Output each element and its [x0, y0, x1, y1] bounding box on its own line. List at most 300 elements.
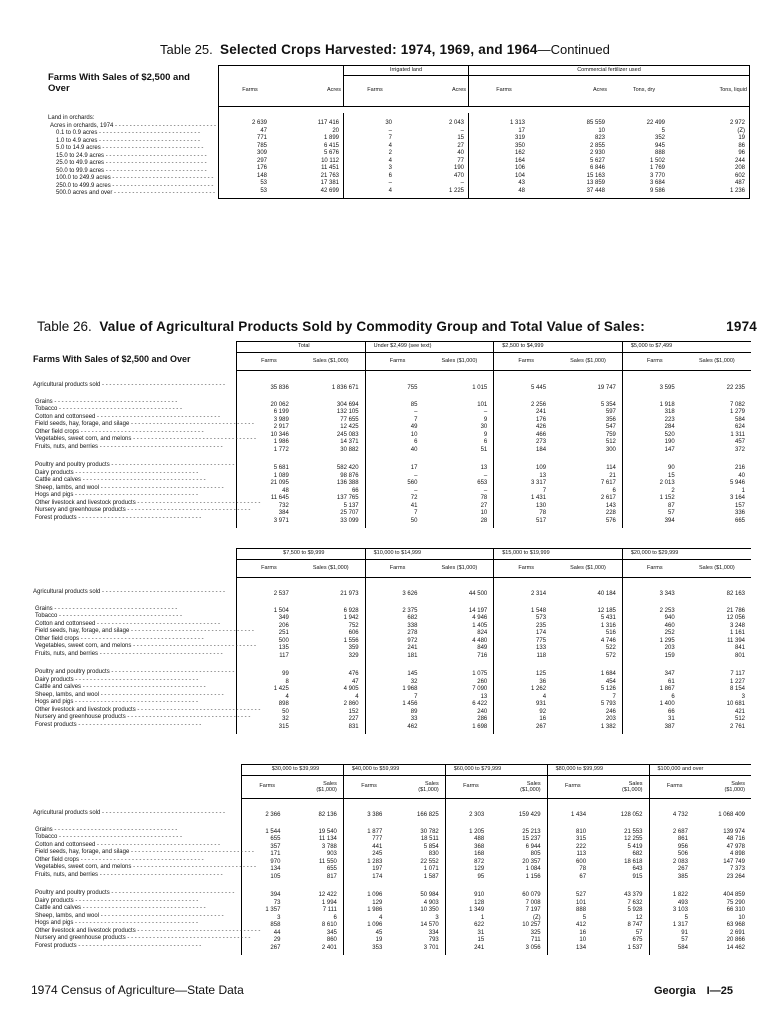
table26-cell: 329	[348, 652, 359, 659]
table26-cell: 457	[734, 439, 745, 445]
table26-cell: 572	[605, 652, 616, 659]
table26-row-label: Other field crops	[35, 635, 80, 642]
table25-stub-row	[48, 138, 220, 146]
table26-cell: 11 550	[318, 858, 337, 865]
table25-bottom-cell	[609, 195, 679, 199]
table26-row-label: Poultry and poultry products	[35, 669, 110, 675]
table26-cell: 267	[242, 945, 293, 953]
table26-cell: –	[483, 487, 488, 494]
table26-cell: 95	[445, 874, 496, 882]
table26-cell: 643	[632, 866, 643, 872]
table26-cell: 21	[609, 472, 616, 479]
table25-row	[219, 188, 750, 196]
table26-stub-row	[31, 913, 236, 921]
table26-row-label: Cattle and calves	[35, 905, 82, 911]
table26-cell: 17	[365, 465, 429, 473]
leader-dots: - - - - - - - - - - - - - - - - - - - - - - - - - - - - - - - - - -	[73, 897, 199, 904]
table26-cell: 10	[365, 432, 429, 440]
table26-cell: 1 317	[649, 922, 700, 930]
table26-cell: 60 079	[522, 892, 541, 898]
table26-stub	[31, 810, 261, 950]
table26-cell: 101	[477, 401, 488, 408]
table26-cell: 12	[635, 914, 643, 921]
table26-cell: 2 083	[649, 859, 700, 867]
table26-stub-row	[31, 872, 236, 880]
table26-stub-cell	[31, 714, 251, 722]
table25-cell: 3 770	[649, 172, 665, 179]
table26-spacer-cell	[687, 578, 751, 592]
table26-cell: 20 062	[237, 402, 301, 410]
table26-row-label: Cattle and calves	[35, 684, 82, 690]
table26-tier-grid	[236, 341, 751, 528]
table26-cell: 1 456	[365, 701, 429, 709]
table26-col-farms: Farms	[547, 776, 598, 799]
table25-row-label: 15.0 to 24.9 acres	[56, 152, 105, 159]
table26-cell: 1 071	[423, 866, 439, 872]
table26-col-farms: Farms	[494, 353, 558, 371]
table26-cell: 7 117	[730, 671, 745, 677]
table26-row-label: Grains	[35, 826, 53, 833]
table26-cell: 267	[649, 866, 700, 874]
table26-cell: 372	[734, 446, 745, 453]
table26-cell: 793	[428, 937, 439, 943]
table26-end-cell	[622, 731, 686, 734]
table26-cell: 1 431	[494, 495, 558, 503]
table26-col-farms: Farms	[242, 776, 293, 799]
table25-cell: 43	[518, 180, 525, 186]
leader-dots: - - - - - - - - - - - - - - - - - - - - - - - - - - - - - - - - - -	[95, 620, 221, 627]
leader-dots: - - - - - - - - - - - - - - - - - - - - - - - - - - - -	[113, 122, 216, 129]
table26-cell: 824	[477, 630, 488, 636]
table26-cell: 2 314	[494, 591, 558, 599]
table26-cell: 73	[242, 900, 293, 908]
table26-stub-cell	[31, 597, 236, 606]
table26-group-label: $80,000 to $99,999	[547, 765, 649, 776]
table26-row-label: Grains	[35, 605, 53, 612]
table26-cell: 10 681	[726, 701, 745, 707]
table25-row-label: 1.0 to 4.9 acres	[56, 137, 98, 144]
table26-spacer-cell	[558, 371, 622, 386]
table26-col-sales-b: ($1,000)	[316, 787, 337, 793]
table26-row-label: Other livestock and livestock products	[35, 927, 136, 934]
table26-stub-row	[31, 677, 236, 685]
table26-cell: 228	[605, 510, 616, 516]
table26-cell: 3 989	[237, 417, 301, 425]
table26-cell: 1 504	[237, 608, 301, 616]
table26-title	[37, 319, 757, 334]
table26-row	[237, 465, 752, 473]
table26-col-sales-a: Sales	[323, 780, 337, 787]
table26-cell: 30	[480, 424, 488, 430]
table26-cell: 66	[622, 709, 686, 717]
table26-row	[242, 859, 752, 867]
table26-stub-row	[31, 898, 236, 906]
table26-cell: 3 248	[729, 622, 745, 629]
table25-col-header: Farms	[469, 76, 540, 107]
table25-cell: 53	[260, 180, 267, 186]
leader-dots: - - - - - - - - - - - - - - - - - - - - - - - - - - - - - - - - - -	[95, 413, 221, 420]
table26-gap-cell	[365, 454, 429, 465]
table26-end-cell	[242, 952, 293, 955]
table26-cell: 368	[445, 844, 496, 852]
table26-stub-cell	[31, 879, 236, 890]
table26-end	[237, 731, 752, 734]
table26-row	[237, 409, 752, 417]
table26-cell: 184	[494, 447, 558, 455]
table26-cell: 18 618	[624, 858, 643, 865]
table26-stub-cell	[31, 827, 236, 835]
table26-cell: 6	[612, 487, 616, 494]
table26-stub-cell	[31, 643, 257, 651]
table26-gap-cell	[700, 820, 751, 829]
table25-bottom-cell	[469, 195, 540, 199]
table26-cell: 245 083	[336, 431, 359, 438]
table26-spacer-cell	[558, 578, 622, 592]
table26-cell: 5	[547, 915, 598, 923]
table25-col-header: Farms	[219, 76, 282, 107]
table26-cell: 817	[326, 873, 337, 880]
table26-cell: 805	[530, 851, 541, 857]
table26-cell: 752	[348, 622, 359, 629]
table25-bottom-cell	[406, 195, 469, 199]
table25-cell: 244	[734, 157, 745, 164]
table26-spacer-cell	[496, 799, 547, 813]
table26-row	[242, 945, 752, 953]
table26-spacer-cell	[365, 371, 429, 386]
table26-stub-row	[31, 810, 236, 818]
table26-cell: 31	[445, 930, 496, 938]
table26-gap-cell	[343, 881, 394, 892]
table26-row-label: Dairy products	[35, 469, 74, 476]
table26-cell: 22 235	[726, 385, 745, 391]
table26-cell: 831	[348, 723, 359, 730]
table25-cell: 42 699	[281, 188, 344, 196]
table25-cell: 15 163	[586, 172, 605, 179]
table26-stub-row	[31, 485, 236, 493]
table26-row	[242, 851, 752, 859]
table26-cell: 1 556	[343, 637, 359, 644]
table26-cell: 260	[477, 678, 488, 685]
table26-cell: 861	[649, 836, 700, 844]
table25-col-header: Tons, liquid	[679, 76, 750, 107]
table25-cell: 148	[256, 172, 267, 179]
table26-col-sales-text: Sales ($1,000)	[570, 358, 606, 365]
table26-cell: 7 008	[525, 899, 541, 906]
table26-cell: 19 540	[318, 828, 337, 835]
table26-cell: 394	[622, 518, 686, 526]
table26-gap-cell	[494, 660, 558, 671]
table26-cell: 61	[622, 679, 686, 687]
table26-cell: 57	[649, 937, 700, 945]
table26-cell: 711	[531, 937, 541, 943]
table26-end-cell	[547, 952, 598, 955]
leader-dots: - - - - - - - - - - - - - - - - - - - - - - - - - - - - - - - - - -	[73, 676, 199, 683]
table26-gap-cell	[429, 454, 493, 465]
table26-spacer-cell	[494, 578, 558, 592]
table26-cell: 1 096	[343, 892, 394, 900]
table25-stub-cell	[48, 160, 220, 168]
table25-cell	[539, 113, 609, 120]
table26-stub-row	[31, 390, 236, 399]
leader-dots: - - - - - - - - - - - - - - - - - - - - - - - - - - - - - - - - - -	[73, 492, 198, 498]
table26-cell: 5 928	[627, 907, 643, 913]
table26-cell: 286	[477, 716, 488, 722]
table26-group-label: $10,000 to $14,999	[365, 549, 494, 560]
table26-cell: 25 707	[340, 510, 359, 516]
table26-cell: 970	[242, 859, 293, 867]
table26-stub-row	[31, 589, 236, 597]
leader-dots: - - - - - - - - - - - - - - - - - - - - - - - - - - - - - - - - - -	[79, 635, 204, 642]
table26-cell: 3 317	[494, 480, 558, 488]
table25-cell: 4	[388, 142, 392, 149]
table26-stub-row	[31, 864, 236, 872]
table26-cell: 7 082	[729, 401, 745, 408]
table26-row	[237, 599, 752, 608]
table26-cell: 15	[445, 937, 496, 945]
table26-cell: 4 746	[600, 637, 616, 644]
table26-cell: 14 371	[340, 439, 359, 445]
table25-row-label: 25.0 to 49.9 acres	[56, 160, 105, 166]
table25-cell: 37 448	[586, 187, 605, 194]
table25-cell: 5 676	[281, 150, 344, 158]
leader-dots: - - - - - - - - - - - - - - - - - - - - - - - - - - - -	[100, 145, 204, 151]
table25-bottom-cell	[539, 195, 609, 199]
table26-spacer-cell	[598, 799, 649, 813]
table25-row	[219, 165, 750, 173]
table25-stub-row	[48, 190, 220, 198]
table26-stub-cell	[31, 477, 236, 485]
table25-cell: 5 627	[589, 157, 605, 164]
table26-col-sales	[429, 560, 493, 578]
table26-cell: 1	[445, 915, 496, 923]
table26-cell: 915	[632, 873, 643, 880]
table26-stub-row	[31, 818, 236, 827]
footer-page	[654, 985, 733, 997]
table25-cell: 2 639	[251, 120, 267, 126]
table25-cell: 1 313	[509, 120, 525, 126]
table26-cell: 777	[343, 836, 394, 844]
table26-row-label: Hogs and pigs	[35, 920, 74, 926]
footer-source: 1974 Census of Agriculture—State Data	[31, 983, 244, 997]
table26-col-farms: Farms	[622, 353, 686, 371]
table26-cell: 251	[237, 630, 301, 638]
table26-cell: 130	[494, 503, 558, 511]
table26-cell: 3 056	[525, 944, 541, 951]
table25-cell: 319	[514, 135, 525, 141]
table26-row	[237, 488, 752, 496]
table26-cell: 7 632	[627, 899, 643, 906]
table26-stub-row	[31, 707, 236, 715]
table26-cell: 385	[649, 874, 700, 882]
table26-row	[237, 385, 752, 393]
table26-cell: 21 973	[340, 591, 359, 597]
table26-cell: 910	[445, 892, 496, 900]
table26-cell: 2 375	[365, 608, 429, 616]
table26-col-sales	[687, 353, 751, 371]
table26-col-sales-text: Sales ($1,000)	[312, 358, 349, 365]
table26-cell: 454	[605, 678, 616, 685]
table25-cell: 85 559	[586, 120, 605, 126]
table25-bottom-cell	[219, 195, 282, 199]
table26-stub-cell	[31, 872, 236, 880]
table26-stub-cell	[31, 421, 254, 429]
table26-end-cell	[429, 731, 493, 734]
table26-cell: 903	[326, 851, 337, 857]
leader-dots: - - - - - - - - - - - - - - - - - - - - - - - - - - - - - - - - - -	[129, 628, 254, 634]
table25-row	[219, 158, 750, 166]
table26-cell: 4	[343, 915, 394, 923]
table26-gap-cell	[622, 393, 686, 402]
leader-dots: - - - - - - - - - - - - - - - - - - - - - - - - - - - -	[104, 160, 207, 166]
table26-end-cell	[394, 952, 445, 955]
table26-stub-cell	[31, 818, 236, 827]
table26-row-label: Vegetables, sweet corn, and melons	[35, 436, 132, 442]
table26-stub-row	[31, 500, 236, 508]
table26-row	[237, 510, 752, 518]
table26-cell: 174	[343, 874, 394, 882]
table26-gap-cell	[558, 660, 622, 671]
table26-gap-cell	[622, 454, 686, 465]
table26-cell: 128 052	[620, 812, 643, 818]
table25-cell: 17 381	[281, 180, 344, 188]
leader-dots: - - - - - - - - - - - - - - - - - - - - - - - - - - - - - - - - - -	[125, 507, 251, 513]
table26-end-cell	[237, 731, 301, 734]
table26-col-farms: Farms	[494, 560, 558, 578]
table26-group-label: $60,000 to $79,999	[445, 765, 547, 776]
table25-group-irrigated: Irrigated land	[344, 66, 469, 76]
table26-gap-cell	[237, 393, 301, 402]
table25-stub-cell	[48, 153, 220, 161]
table26-row-label: Tobacco	[35, 834, 58, 840]
table26-cell: 315	[547, 836, 598, 844]
table26-cell: 421	[734, 708, 745, 715]
table26-gap-cell	[429, 599, 493, 608]
table26-cell: 40 184	[597, 591, 616, 597]
table26-cell: 1 698	[472, 723, 488, 730]
table25-row	[219, 135, 750, 143]
table26-cell: 19 747	[597, 385, 616, 391]
table25-col-header: Tons, dry	[609, 76, 679, 107]
table26-stub-row	[31, 658, 236, 669]
table26-spacer-cell	[301, 578, 365, 592]
leader-dots: - - - - - - - - - - - - - - - - - - - - - - - - - - - - - - - - - -	[125, 935, 251, 941]
table25-cell: –	[388, 127, 392, 134]
table26-cell: 203	[605, 716, 616, 722]
table26-stub-cell	[31, 470, 236, 478]
table26-cell: 1 382	[600, 723, 616, 730]
table26-cell: 460	[622, 623, 686, 631]
table26-cell: 1 684	[600, 671, 616, 677]
leader-dots: - - - - - - - - - - - - - - - - - - - - - - - - - - - -	[104, 152, 207, 159]
table26-stub-cell	[31, 636, 236, 644]
table26-row	[237, 447, 752, 455]
table25-cell: 3	[388, 165, 392, 171]
table26-col-sales-b: ($1,000)	[622, 787, 643, 793]
table26	[31, 341, 751, 971]
table26-col-sales-text: Sales ($1,000)	[698, 358, 735, 365]
table26-cell: 78	[494, 510, 558, 518]
table25-stub-cell	[48, 183, 220, 191]
table26-cell: 113	[547, 851, 598, 859]
table26-cell: 7	[365, 694, 429, 702]
table26-row	[242, 874, 752, 882]
table26-cell: 101	[547, 900, 598, 908]
table25-cell: 771	[256, 135, 267, 141]
table26-cell: 547	[605, 424, 616, 430]
table26-col-sales	[301, 353, 365, 371]
table26-stub-cell	[31, 462, 236, 470]
table26-row-label: Nursery and greenhouse products	[35, 935, 126, 941]
leader-dots: - - - - - - - - - - - - - - - - - - - - - - - - - - - - - - - - - -	[98, 871, 223, 878]
table26-gap-cell	[558, 393, 622, 402]
table26-col-header	[242, 776, 752, 799]
table26-stub-row	[31, 429, 236, 437]
table25-cell: 176	[256, 165, 267, 171]
table25-cell: 1 769	[649, 165, 665, 171]
table26-row	[242, 866, 752, 874]
table26-stub-row	[31, 492, 236, 500]
table26-cell: 22 552	[420, 858, 439, 865]
table26-stub-row	[31, 382, 236, 390]
table26-row-label: Field seeds, hay, forage, and silage	[35, 628, 130, 634]
table26-cell: 32	[237, 716, 301, 724]
table26-stub-cell	[31, 451, 236, 462]
table26-cell: 359	[348, 645, 359, 651]
table26-cell: 7 373	[729, 866, 745, 872]
table26-col-sales-a: Sales	[628, 780, 643, 787]
leader-dots: - - - - - - - - - - - - - - - - - - - - - - - - - - - - - - - - - -	[100, 589, 225, 595]
table26-end-cell	[494, 525, 558, 528]
table26-row	[237, 653, 752, 661]
table26-cell: 252	[622, 630, 686, 638]
table26-cell: 1 015	[472, 385, 488, 391]
table26-gap-cell	[622, 660, 686, 671]
table26-gap-cell	[365, 660, 429, 671]
table26-cell: 98 876	[340, 472, 359, 479]
table25-row	[219, 120, 750, 128]
table26-row	[237, 701, 752, 709]
table26-end-cell	[237, 525, 301, 528]
table26-row	[237, 615, 752, 623]
table26-cell: 3	[741, 693, 745, 700]
table26-gap-cell	[394, 881, 445, 892]
table26-spacer	[237, 371, 752, 386]
table26-cell: 931	[494, 701, 558, 709]
table26-cell: 49	[365, 424, 429, 432]
table25-row	[219, 143, 750, 151]
leader-dots: - - - - - - - - - - - - - - - - - - - - - - - - - - - - - - - - - -	[57, 406, 182, 412]
table26-cell: 13	[494, 473, 558, 481]
table26-cell: 759	[605, 431, 616, 438]
table26-cell: 132 105	[336, 409, 359, 415]
table26-cell: 125	[494, 671, 558, 679]
table26-cell: 14 462	[726, 944, 745, 951]
table26-cell: 12 422	[318, 892, 337, 898]
table26-row	[237, 495, 752, 503]
table26-cell: 4 732	[649, 812, 700, 820]
table26-gap-cell	[301, 599, 365, 608]
table26-spacer-cell	[445, 799, 496, 813]
table25-stub-row	[48, 175, 220, 183]
table25-row	[219, 128, 750, 136]
table26-row-label: Other livestock and livestock products	[35, 499, 136, 506]
table26-end-cell	[445, 952, 496, 955]
table26-cell: 21 786	[726, 607, 745, 614]
table26-cell: 12 255	[624, 836, 643, 842]
table25-stub-cell	[48, 168, 220, 176]
table26-spacer-cell	[494, 371, 558, 386]
table26-col-farms: Farms	[622, 560, 686, 578]
